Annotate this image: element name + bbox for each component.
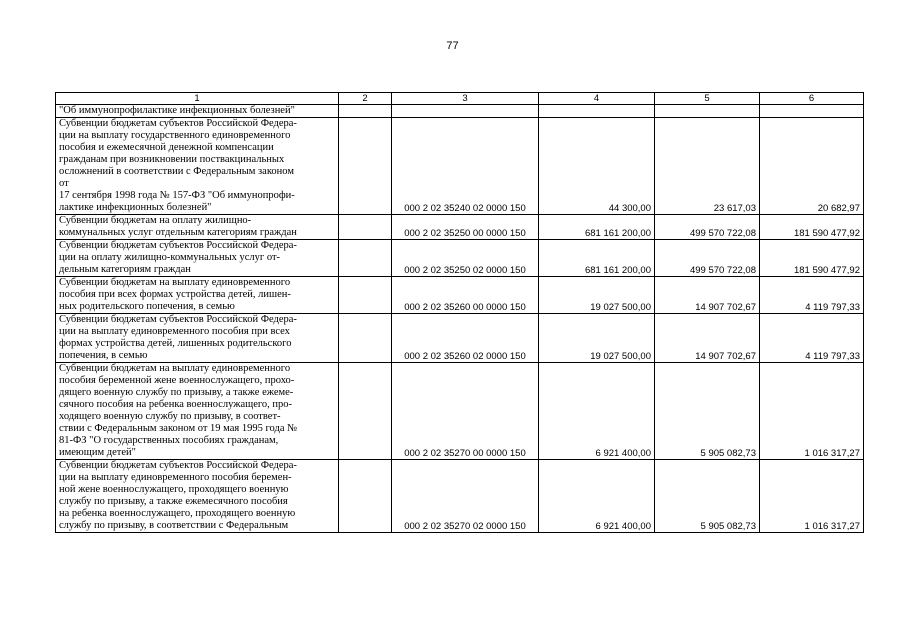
row-description: [56, 240, 339, 277]
description-line: ции на выплату государственного единовременного: [59, 130, 291, 141]
row-col2: [339, 118, 392, 215]
row-value-col5: 5 905 082,73: [655, 460, 760, 533]
description-line: Субвенции бюджетам на выплату единовременного: [59, 363, 291, 374]
row-col2: [339, 105, 392, 118]
description-line: Субвенции бюджетам на оплату жилищно-: [59, 215, 252, 226]
description-line: ствии с Федеральным законом от 19 мая 1995 года №: [59, 423, 298, 434]
table-row: [56, 363, 864, 460]
header-cell-4: 4: [539, 93, 655, 105]
row-value-col6: 1 016 317,27: [760, 363, 864, 460]
row-col2: [339, 314, 392, 363]
description-line: коммунальных услуг отдельным категориям граждан: [59, 227, 297, 238]
description-line: осложнений в соответствии с Федеральным законом: [59, 166, 294, 177]
row-budget-code: [392, 105, 539, 118]
row-description: [56, 277, 339, 314]
row-budget-code: 000 2 02 35250 02 0000 150: [392, 240, 539, 277]
row-col2: [339, 277, 392, 314]
row-description: [56, 215, 339, 240]
description-line: ных родительского попечения, в семью: [59, 301, 235, 312]
table-header-row: [56, 93, 864, 105]
row-value-col4: 44 300,00: [539, 118, 655, 215]
row-value-col5: 23 617,03: [655, 118, 760, 215]
description-line: пособия при всех формах устройства детей, лишен-: [59, 289, 291, 300]
description-line: Субвенции бюджетам субъектов Российской Федера-: [59, 460, 297, 471]
row-budget-code: 000 2 02 35250 00 0000 150: [392, 215, 539, 240]
header-cell-2: 2: [339, 93, 392, 105]
row-description: [56, 314, 339, 363]
description-line: дельным категориям граждан: [59, 264, 191, 275]
row-value-col5: 14 907 702,67: [655, 277, 760, 314]
table-row: [56, 460, 864, 533]
description-line: на ребенка военнослужащего, проходящего военную: [59, 508, 296, 519]
budget-table: [55, 92, 864, 533]
description-line: Субвенции бюджетам субъектов Российской Федера-: [59, 314, 297, 325]
row-col2: [339, 363, 392, 460]
description-line: гражданам при возникновении поствакцинальных: [59, 154, 285, 165]
description-line: службу по призыву, в соответствии с Федеральным: [59, 520, 289, 531]
table-row: [56, 240, 864, 277]
row-value-col4: 681 161 200,00: [539, 240, 655, 277]
header-cell-1: 1: [56, 93, 339, 105]
row-value-col4: 19 027 500,00: [539, 314, 655, 363]
row-value-col6: 181 590 477,92: [760, 215, 864, 240]
description-line: попечения, в семью: [59, 350, 148, 361]
table-row: [56, 118, 864, 215]
description-line: ции на оплату жилищно-коммунальных услуг от-: [59, 252, 281, 263]
row-description: [56, 118, 339, 215]
row-col2: [339, 240, 392, 277]
row-value-col6: 4 119 797,33: [760, 277, 864, 314]
row-value-col5: 14 907 702,67: [655, 314, 760, 363]
description-line: сячного пособия на ребенка военнослужащего, про-: [59, 399, 293, 410]
description-line: ходящего военную службу по призыву, в соответ-: [59, 411, 281, 422]
table-row: [56, 215, 864, 240]
row-value-col6: 4 119 797,33: [760, 314, 864, 363]
description-line: Субвенции бюджетам субъектов Российской Федера-: [59, 118, 297, 129]
row-budget-code: 000 2 02 35260 00 0000 150: [392, 277, 539, 314]
description-line: 17 сентября 1998 года № 157-ФЗ "Об иммунопрофи-: [59, 190, 295, 201]
row-value-col6: 20 682,97: [760, 118, 864, 215]
row-value-col4: 19 027 500,00: [539, 277, 655, 314]
row-value-col6: 181 590 477,92: [760, 240, 864, 277]
description-line: 81-ФЗ "О государственных пособиях гражданам,: [59, 435, 279, 446]
row-value-col4: 6 921 400,00: [539, 363, 655, 460]
header-cell-3: 3: [392, 93, 539, 105]
table-row: [56, 314, 864, 363]
header-cell-6: 6: [760, 93, 864, 105]
table-row: [56, 105, 864, 118]
description-line: формах устройства детей, лишенных родительского: [59, 338, 292, 349]
page-number: 77: [446, 40, 459, 52]
row-budget-code: 000 2 02 35260 02 0000 150: [392, 314, 539, 363]
table-row: [56, 277, 864, 314]
row-description: [56, 105, 339, 118]
row-value-col5: 499 570 722,08: [655, 240, 760, 277]
description-line: пособия беременной жене военнослужащего, прохо-: [59, 375, 295, 386]
description-line: Субвенции бюджетам субъектов Российской Федера-: [59, 240, 297, 251]
description-line: пособия и ежемесячной денежной компенсации: [59, 142, 274, 153]
row-value-col4: 6 921 400,00: [539, 460, 655, 533]
row-value-col4: [539, 105, 655, 118]
description-line: "Об иммунопрофилактике инфекционных болезней": [59, 105, 295, 116]
description-line: ции на выплату единовременного пособия при всех: [59, 326, 290, 337]
row-value-col6: [760, 105, 864, 118]
row-value-col6: 1 016 317,27: [760, 460, 864, 533]
description-line: Субвенции бюджетам на выплату единовременного: [59, 277, 291, 288]
row-value-col5: [655, 105, 760, 118]
row-description: [56, 363, 339, 460]
table-body: [56, 93, 864, 533]
row-value-col4: 681 161 200,00: [539, 215, 655, 240]
description-line: лактике инфекционных болезней": [59, 202, 212, 213]
row-value-col5: 499 570 722,08: [655, 215, 760, 240]
row-description: [56, 460, 339, 533]
row-value-col5: 5 905 082,73: [655, 363, 760, 460]
description-line: ции на выплату единовременного пособия беремен-: [59, 472, 292, 483]
row-budget-code: 000 2 02 35270 02 0000 150: [392, 460, 539, 533]
description-line: ной жене военнослужащего, проходящего военную: [59, 484, 289, 495]
description-line: службу по призыву, а также ежемесячного пособия: [59, 496, 288, 507]
row-col2: [339, 215, 392, 240]
description-line: дящего военную службу по призыву, а также ежеме-: [59, 387, 294, 398]
row-col2: [339, 460, 392, 533]
row-budget-code: 000 2 02 35240 02 0000 150: [392, 118, 539, 215]
description-line: от: [59, 178, 69, 189]
row-budget-code: 000 2 02 35270 00 0000 150: [392, 363, 539, 460]
header-cell-5: 5: [655, 93, 760, 105]
description-line: имеющим детей": [59, 447, 136, 458]
